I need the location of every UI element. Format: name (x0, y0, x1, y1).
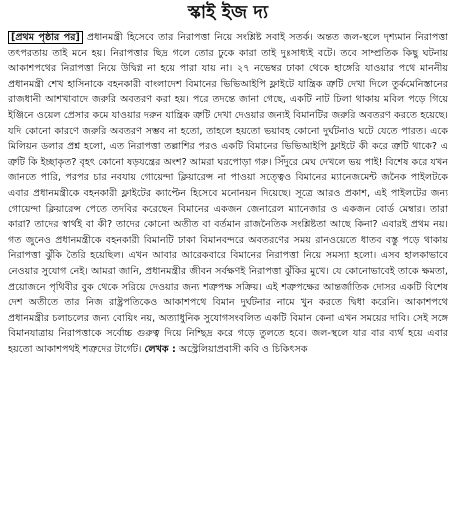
paragraph-4: আকাশপথে প্রধানমন্ত্রীর চলাচলের জন্য বোয়িং নয়, অত্যাধুনিক সুযোগসংবলিত একটি বিমান কেনা এখন সময়ের দাবি। সেই সঙ্গে বিমানযাত্রায় নিরাপত্তাকে সর্বোচ্চ গুরুত্ব দিয়ে নিশ্ছিদ্র করে গড়ে তুলতে হবে। জল-স্থলে যার বার ব্যর্থ হয়ে এবার হয়তো আকাশপথই শত্রুদের টার্গেট। (8, 297, 448, 355)
continuation-label: [প্রথম পৃষ্ঠার পর] (8, 31, 83, 44)
paragraph-1: প্রধানমন্ত্রী হিসেবে তার নিরাপত্তা নিয়ে সংশ্লিষ্ট সবাই সতর্ক। অন্তত জল-স্থলে দৃশ্যমান নিরাপত্তা তৎপরতায় তাই মনে হয়। নিরাপত্তার ছিদ্র গলে তোর ঢুকে কারা তাই দুঃসাধ্যই বটে। তবে সাম্প্রতিক কিছু ঘটনায় আকাশপথের নিরাপত্তা নিয়ে উদ্বিগ্ন না হয়ে পারা যায় না। ২৭ নভেম্বর ঢাকা থেকে হাঙ্গেরি যাওয়ার পথে মাননীয় প্রধানমন্ত্রী শেখ হাসিনাকে বহনকারী বাংলাদেশ বিমানের ভিভিআইপি ফ্লাইটে যান্ত্রিক ত্রুটি দেখা দিলে তুর্কমেনিস্তানের রাজধানী আশখাবাদে জরুরি অবতরণ করা হয়। পরে তদন্তে জানা গেছে, একটি নাট ঢিলা থাকায় মবিল পড়ে গিয়ে ইঞ্জিনে ওয়েল প্রেসার কমে যাওয়ার দরুন যান্ত্রিক ত্রুটি দেখা দেওয়ার জন্যই বিমানটির জরুরি অবতরণ করতে হয়েছে। যদি কোনো কারণে জরুরি অবতরণ সম্ভব না হতো, তাহলে হয়তো ভয়াবহ কোনো দুর্ঘটনাও ঘটে যেতে পারত। একে মিলিয়ন ডলার প্রশ্ন হলো, এত নিরাপত্তা তল্লাশির পরও একটি বিমানের ভিভিআইপি ফ্লাইটে কী করে ত্রুটি থাকে? এ ত্রুটি কি ইচ্ছাকৃত? বৃহৎ কোনো ষড়যন্ত্রের অংশ? (8, 32, 448, 168)
author-description: অস্ট্রেলিয়াপ্রবাসী কবি ও চিকিৎসক (178, 343, 308, 355)
article-headline: স্কাই ইজ দ্য (187, 2, 269, 23)
paragraph-3: এবারই প্রথম নয়। গত জুনেও প্রধানমন্ত্রীকে বহনকারী বিমানটি ঢাকা বিমানবন্দরে অবতরণের সময় রানওয়েতে ধাতব বস্তু পড়ে থাকায় নিরাপত্তা ঝুঁকি তৈরি হয়েছিল। এখন আবার আরেকবারে বিমানের নিরাপত্তা নিয়ে সমস্যা হলো। এসব হালকাভাবে নেওয়ার সুযোগ নেই। আমরা জানি, প্রধানমন্ত্রীর জীবন সর্বক্ষণই নিরাপত্তা ঝুঁকির মুখে। যে কোনোভাবেই তাকে ক্ষমতা, প্রয়োজনে পৃথিবীর বুক থেকে সরিয়ে দেওয়ার জন্য শত্রুপক্ষ সক্রিয়। এই শত্রুপক্ষের আন্তর্জাতিক দোসর একটি বিশেষ দেশ অতীতে তার নিজ রাষ্ট্রপতিকেও আকাশপথে বিমান দুর্ঘটনার নামে খুন করতে দ্বিধা করেনি। (8, 219, 448, 309)
paragraph-2: আমরা ঘরপোড়া গরু। সিঁদুরে মেঘ দেখলে ভয় পাই! বিশেষ করে যখন জানতে পারি, পরপর চার নবযায় গোয়েন্দা ক্লিয়ারেন্স না পাওয়া সত্ত্বেও বিমানের ম্যানেজমেন্ট জনৈক পাইলটকে এবার প্রধানমন্ত্রীকে বহনকারী ফ্লাইটের ক্যাপ্টেন হিসেবে মনোনয়ন দিয়েছে। সূত্রে আরও প্রকাশ, এই পাইলটের জন্য গোয়েন্দা ক্লিয়ারেন্স পেতে তদবির করেছেন বিমানের একজন জেনারেল ম্যানেজার ও একজন বোর্ড মেম্বার। তারা কারা? তাদের স্বার্থই বা কী? তাদের কোনো অতীত বা বর্তমান রাজনৈতিক সংশ্লিষ্টতা আছে কিনা? (8, 156, 448, 231)
author-label: লেখক : (144, 343, 176, 355)
article-body (8, 30, 448, 357)
